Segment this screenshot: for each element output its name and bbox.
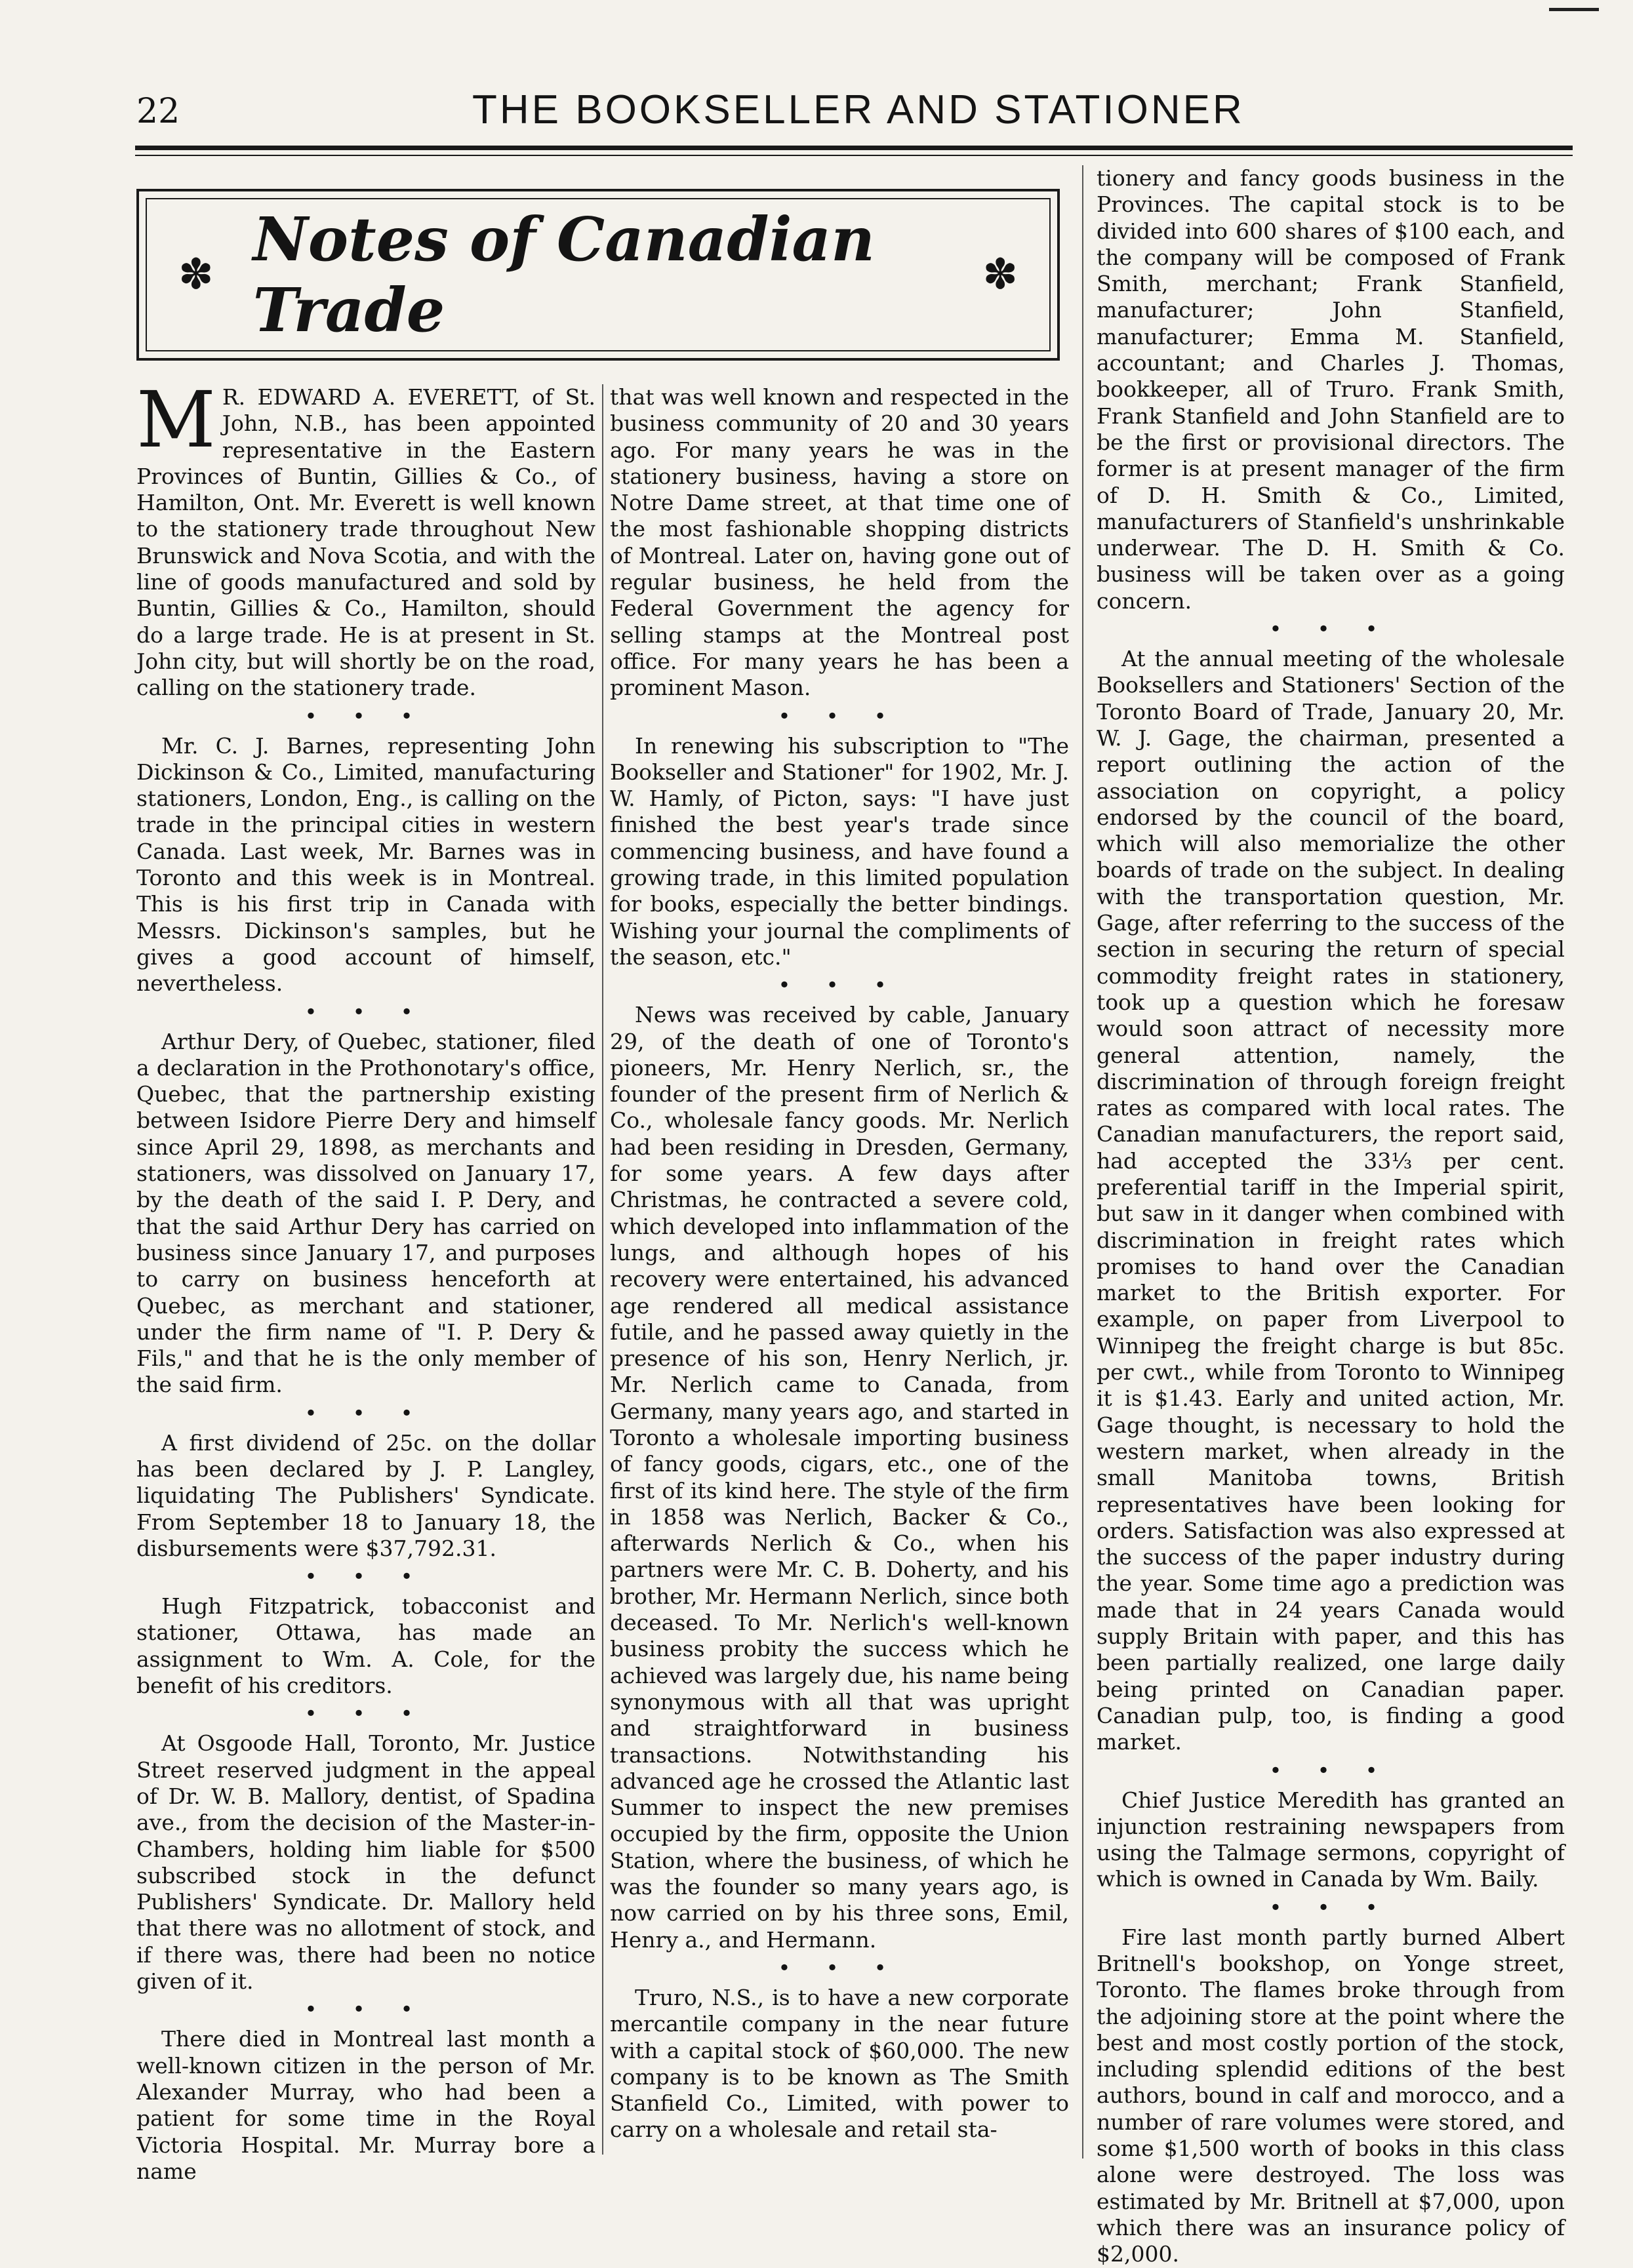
separator-dots: • • •: [778, 972, 901, 998]
item-barnes: Mr. C. J. Barnes, representing John Dickinson & Co., Limited, manufacturing stationers, London, Eng., is calling on the trade in the principal cities in western Canada. Last week, Mr. Barnes was in Toronto and this week is in Montreal. This is his first trip in Canada with Messrs. Dickinson's samples, but he gives a good account of himself, nevertheless.: [136, 732, 595, 997]
column-1: [136, 374, 595, 2185]
page-number: 22: [136, 92, 180, 131]
drop-cap: M: [136, 374, 216, 465]
separator-dots: • • •: [304, 1564, 428, 1589]
column-2: [610, 384, 1069, 2143]
item-board-of-trade: At the annual meeting of the wholesale Booksellers and Stationers' Section of the Toronto Board of Trade, January 20, Mr. W. J. Gage, the chairman, presented a report outlining the action of the association on copyright, a policy endorsed by the council of the board, which will also memorialize the other boards of trade on the subject. In dealing with the transportation question, Mr. Gage, after referring to the success of the section in securing the return of special commodity freight rates in stationery, took up a question which he foresaw would soon attract of necessity more general attention, namely, the discrimination of through foreign freight rates as compared with local rates. The Canadian manufacturers, the report said, had accepted the 33⅓ per cent. preferential tariff in the Imperial spirit, but saw in it danger when combined with discrimination in freight rates which promises to hand over the Canadian market to the British exporter. For example, on paper from Liverpool to Winnipeg the freight charge is but 85c. per cwt., while from Toronto to Winnipeg it is $1.43. Early and united action, Mr. Gage thought, is necessary to hold the western market, when already in the small Manitoba towns, British representatives have been looking for orders. Satisfaction was also expressed at the success of the paper industry during the year. Some time ago a prediction was made that in 24 years Canada would supply Britain with paper, and this has been partially realized, one large daily being printed on Canadian paper. Canadian pulp, too, is finding a good market.: [1097, 646, 1565, 1755]
separator-dots: • • •: [1269, 616, 1392, 642]
column-rule: [1082, 165, 1083, 2159]
item-meredith: Chief Justice Meredith has granted an injunction restraining newspapers from using the Talmage sermons, copyright of which is owned in Canada by Wm. Baily.: [1097, 1787, 1565, 1892]
separator-dots: • • •: [778, 1955, 901, 1980]
header-rule-thin: [135, 155, 1573, 156]
ornament-left-icon: ✽: [178, 250, 214, 299]
header-rule: [135, 146, 1573, 150]
item-dery: Arthur Dery, of Quebec, stationer, filed a declaration in the Prothonotary's office, Quebec, that the partnership existing between Isidore Pierre Dery and himself since April 29, 1898, as merchants and stationers, was dissolved on January 17, by the death of the said I. P. Dery, and that the said Arthur Dery has carried on business since January 17, and purposes to carry on business henceforth at Quebec, as merchant and stationer, under the firm name of "I. P. Dery & Fils," and that he is the only member of the said firm.: [136, 1028, 595, 1398]
item-britnell-fire: Fire last month partly burned Albert Britnell's bookshop, on Yonge street, Toronto. The flames broke through from the adjoining store at the point where the best and most costly portion of the stock, including splendid editions of the best authors, bound in calf and morocco, and a number of rare volumes were stored, and some $1,500 worth of books in this class alone were destroyed. The loss was estimated by Mr. Britnell at $7,000, upon which there was an insurance policy of $2,000.: [1097, 1924, 1565, 2267]
separator-dots: • • •: [1269, 1757, 1392, 1783]
separator-dots: • • •: [304, 703, 428, 728]
item-murray: There died in Montreal last month a well-known citizen in the person of Mr. Alexander Murray, who had been a patient for some time in the Royal Victoria Hospital. Mr. Murray bore a name: [136, 2026, 595, 2184]
item-truro-cont: tionery and fancy goods business in the Provinces. The capital stock is to be divided into 600 shares of $100 each, and the company will be composed of Frank Smith, merchant; Frank Stanfield, manufacturer; John Stanfield, manufacturer; Emma M. Stanfield, accountant; and Charles J. Thomas, bookkeeper, all of Truro. Frank Smith, Frank Stanfield and John Stanfield are to be the first or provisional directors. The former is at present manager of the firm of D. H. Smith & Co., Limited, manufacturers of Stanfield's unshrinkable underwear. The D. H. Smith & Co. business will be taken over as a going concern.: [1097, 165, 1565, 614]
ornament-right-icon: ✽: [982, 250, 1018, 299]
running-head: THE BOOKSELLER AND STATIONER: [472, 87, 1245, 132]
item-dividend: A first dividend of 25c. on the dollar has been declared by J. P. Langley, liquidating The Publishers' Syndicate. From September 18 to January 18, the disbursements were $37,792.31.: [136, 1429, 595, 1561]
separator-dots: • • •: [304, 1400, 428, 1425]
corner-mark: [1549, 8, 1599, 11]
item-everett: [136, 374, 595, 702]
item-osgoode-hall: At Osgoode Hall, Toronto, Mr. Justice Street reserved judgment in the appeal of Dr. W. B. Mallory, dentist, of Spadina ave., from the decision of the Master-in-Chambers, holding him liable for $500 subscribed stock in the defunct Publishers' Syndicate. Dr. Mallory held that there was no allotment of stock, and if there was, there had been no notice given of it.: [136, 1730, 595, 1995]
column-rule: [602, 384, 603, 2155]
item-hamly: In renewing his subscription to "The Bookseller and Stationer" for 1902, Mr. J. W. Hamly, of Picton, says: "I have just finished the best year's trade since commencing business, and have found a growing trade, in this limited population for books, especially the better bindings. Wishing your journal the compliments of the season, etc.": [610, 732, 1069, 970]
item-murray-cont: that was well known and respected in the business community of 20 and 30 years ago. For many years he was in the stationery business, having a store on Notre Dame street, at that time one of the most fashionable shopping districts of Montreal. Later on, having gone out of regular business, he held from the Federal Government the agency for selling stamps at the Montreal post office. For many years he has been a prominent Mason.: [610, 384, 1069, 701]
separator-dots: • • •: [1269, 1894, 1392, 1920]
separator-dots: • • •: [304, 999, 428, 1024]
column-3: [1097, 165, 1565, 2268]
separator-dots: • • •: [778, 703, 901, 728]
section-title: Notes of Canadian Trade: [252, 204, 876, 346]
item-nerlich: News was received by cable, January 29, of the death of one of Toronto's pioneers, Mr. Henry Nerlich, sr., the founder of the present firm of Nerlich & Co., wholesale fancy goods. Mr. Nerlich had been residing in Dresden, Germany, for some years. A few days after Christmas, he contracted a severe cold, which developed into inflammation of the lungs, and although hopes of his recovery were entertained, his advanced age rendered all medical assistance futile, and he passed away quietly in the presence of his son, Henry Nerlich, jr. Mr. Nerlich came to Canada, from Germany, many years ago, and started in Toronto a wholesale importing business of fancy goods, cigars, etc., one of the first of its kind here. The style of the firm in 1858 was Nerlich, Backer & Co., afterwards Nerlich & Co., when his partners were Mr. C. B. Doherty, and his brother, Mr. Hermann Nerlich, since both deceased. To Mr. Nerlich's well-known business probity the success which he achieved was largely due, his name being synonymous with all that was upright and straightforward in business transactions. Notwithstanding his advanced age he crossed the Atlantic last Summer to inspect the new premises occupied by the firm, opposite the Union Station, where the business, of which he was the founder so many years ago, is now carried on by his three sons, Emil, Henry a., and Hermann.: [610, 1002, 1069, 1953]
section-title-box: [136, 189, 1060, 361]
item-fitzpatrick: Hugh Fitzpatrick, tobacconist and stationer, Ottawa, has made an assignment to Wm. A. Cole, for the benefit of his creditors.: [136, 1593, 595, 1699]
separator-dots: • • •: [304, 1997, 428, 2022]
paragraph-text: R. EDWARD A. EVERETT, of St. John, N.B., has been appointed representative in the Eastern Provinces of Buntin, Gillies & Co., of Hamilton, Ont. Mr. Everett is well known to the stationery trade throughout New Brunswick and Nova Scotia, and with the line of goods manufactured and sold by Buntin, Gillies & Co., Hamilton, should do a large trade. He is at present in St. John city, but will shortly be on the road, calling on the stationery trade.: [136, 384, 595, 701]
item-truro: Truro, N.S., is to have a new corporate mercantile company in the near future with a capital stock of $60,000. The new company is to be known as The Smith Stanfield Co., Limited, with power to carry on a wholesale and retail sta-: [610, 1984, 1069, 2143]
separator-dots: • • •: [304, 1701, 428, 1726]
